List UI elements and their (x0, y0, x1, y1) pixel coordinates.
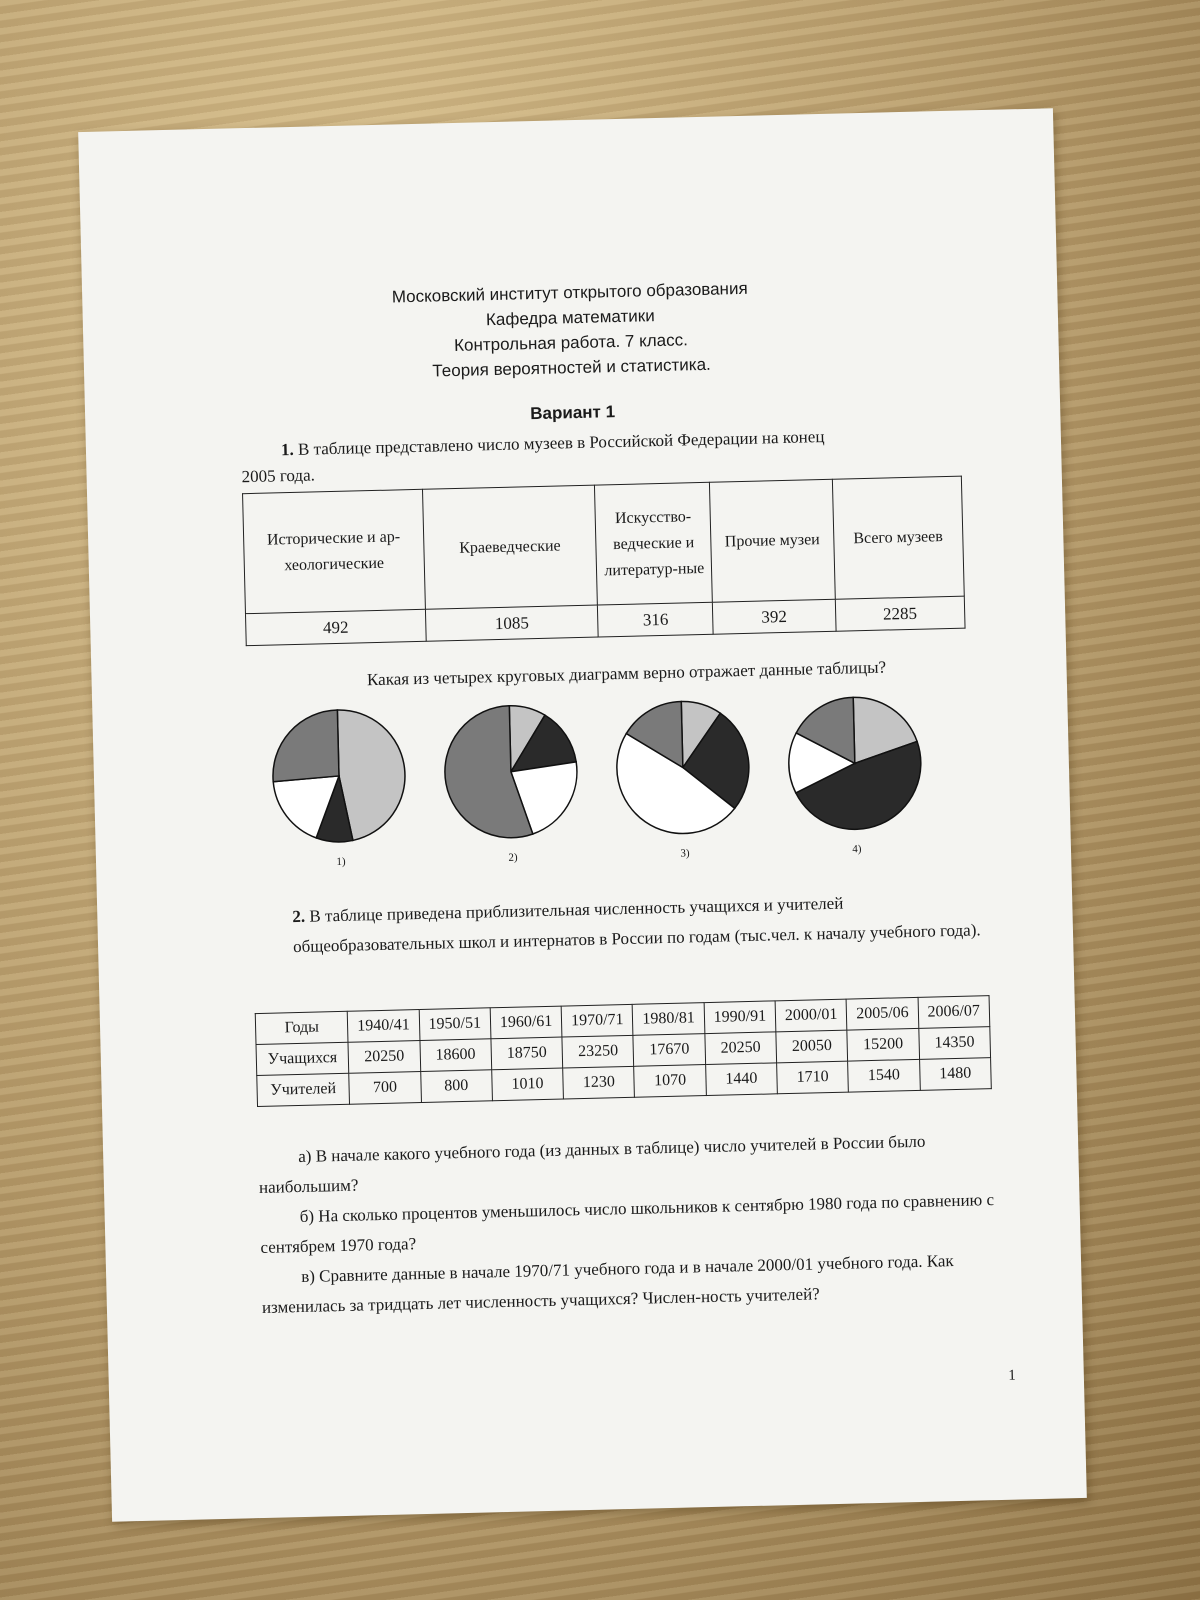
table-cell: 20250 (348, 1041, 420, 1074)
pie-svg (439, 700, 582, 843)
table-cell: 316 (598, 602, 714, 637)
document-header (82, 268, 1059, 392)
task2-questions (258, 1125, 1002, 1323)
pie-chart-2 (434, 700, 588, 866)
pie-svg (267, 704, 410, 847)
table-cell: 700 (349, 1072, 421, 1105)
question-b: б) На сколько процентов уменьшилось число школьников к сентябрю 1980 года по сравнению с сентябрем 1970 года? (260, 1190, 995, 1257)
table-cell: 1010 (492, 1068, 564, 1101)
pie-chart-4 (778, 692, 932, 858)
table-cell: 1085 (425, 605, 598, 641)
pie-charts (262, 691, 966, 868)
pie-label: 3) (680, 847, 690, 860)
table-cell: 1070 (634, 1065, 706, 1098)
table-cell: 1710 (777, 1061, 849, 1094)
pie-question: Какая из четырех круговых диаграмм верно отражает данные таблицы? (366, 657, 887, 690)
pie-chart-1 (262, 704, 416, 870)
table-cell: 18750 (491, 1037, 563, 1070)
table-cell: 14350 (918, 1027, 990, 1060)
table-cell: 15200 (847, 1028, 919, 1061)
table-cell: 800 (420, 1070, 492, 1103)
institute-name: Московский институт открытого образования (391, 278, 748, 307)
subject-title: Теория вероятностей и статистика. (432, 354, 711, 381)
table-cell: 20050 (776, 1030, 848, 1063)
table-cell: Учителей (257, 1073, 350, 1106)
table-cell: 392 (713, 599, 836, 634)
table-cell: 2000/01 (775, 999, 847, 1032)
table-cell: 18600 (420, 1039, 492, 1072)
table-cell: 492 (245, 609, 425, 645)
table-cell: 1230 (563, 1066, 635, 1099)
table-cell: 23250 (562, 1035, 634, 1068)
table-cell: 2285 (835, 596, 965, 631)
page-number: 1 (1008, 1367, 1017, 1384)
table-header-cell: Краеведческие (422, 485, 597, 609)
table-cell: 1540 (848, 1059, 920, 1092)
pie-chart-3 (606, 696, 760, 862)
task1-number: 1. (280, 439, 294, 460)
question-a: а) В начале какого учебного года (из данных в таблице) число учителей в России было наибольшим? (258, 1131, 926, 1198)
table-cell: 1980/81 (633, 1003, 705, 1036)
pie-label: 1) (336, 855, 346, 869)
table-cell: 2005/06 (846, 997, 918, 1030)
table-cell: Учащихся (256, 1042, 349, 1075)
pie-label: 4) (852, 843, 862, 856)
task2-number: 2. (292, 906, 306, 927)
table-cell: 20250 (705, 1032, 777, 1065)
table-cell: 1940/41 (348, 1010, 420, 1043)
table-cell: 1960/61 (490, 1006, 562, 1039)
table-cell: 1970/71 (561, 1004, 633, 1037)
variant-title: Вариант 1 (530, 402, 616, 424)
table-header-cell: Прочие музеи (710, 479, 835, 602)
museums-table (242, 476, 966, 647)
table-header-row (243, 476, 965, 614)
table-cell: 17670 (633, 1034, 705, 1067)
task1-statement-cont: 2005 года. (241, 465, 316, 487)
table-header-cell: Всего музеев (832, 476, 964, 599)
table-cell: 1480 (919, 1058, 991, 1091)
test-title: Контрольная работа. 7 класс. (453, 330, 689, 355)
table-cell: 1950/51 (419, 1008, 491, 1041)
table-header-cell: Исторические и ар-хеологические (243, 489, 426, 613)
table-cell: 1440 (705, 1063, 777, 1096)
department-name: Кафедра математики (485, 306, 655, 330)
pie-svg (611, 696, 754, 839)
pie-slice (271, 710, 339, 782)
pie-svg (783, 692, 926, 835)
task2-text (252, 885, 993, 963)
task2-statement: В таблице приведена приблизительная численность учащихся и учителей общеобразовательных школ и интернатов в России по годам (тыс.чел. к началу учебного года). (292, 893, 981, 957)
table-cell: Годы (255, 1011, 348, 1044)
question-c: в) Сравните данные в начале 1970/71 учебного года и в начале 2000/01 учебного года. Как изменилась за тридцать лет численность учащихся? Числен-ность учителей? (261, 1251, 954, 1317)
table-cell: 1990/91 (704, 1001, 776, 1034)
task1-statement: В таблице представлено число музеев в Российской Федерации на конец (297, 426, 825, 459)
table-cell: 2006/07 (918, 996, 990, 1029)
pie-label: 2) (508, 851, 518, 864)
schools-table (255, 995, 992, 1107)
table-header-cell: Искусство-ведческие и литератур-ные (595, 482, 713, 605)
worksheet-page (78, 108, 1087, 1521)
